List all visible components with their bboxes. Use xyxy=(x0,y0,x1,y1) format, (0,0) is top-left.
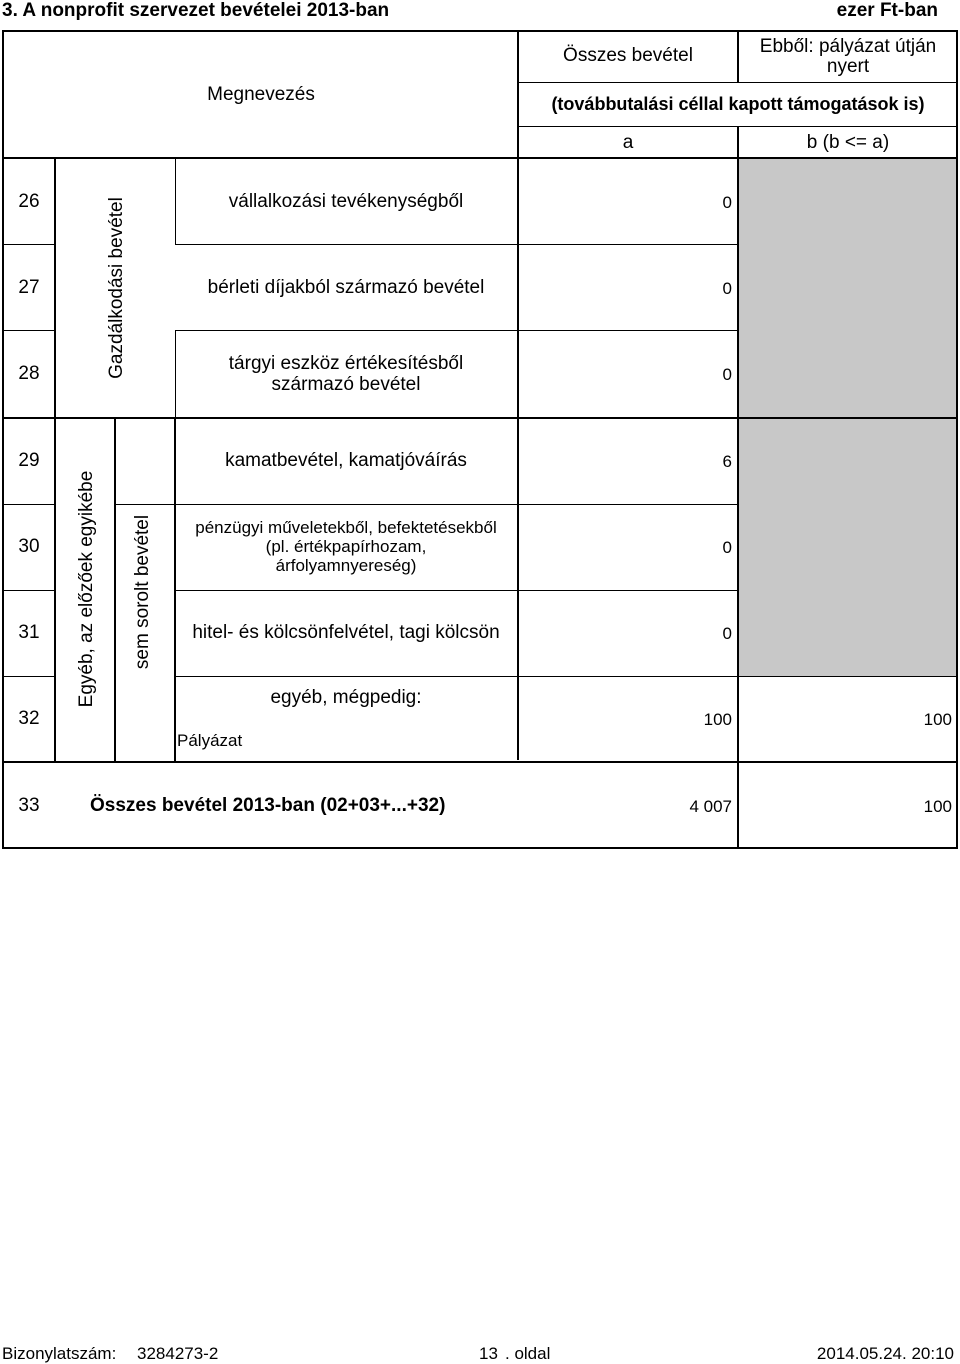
row-label: pénzügyi műveletekből, befektetésekből xyxy=(195,518,497,537)
row-number: 31 xyxy=(18,622,40,643)
value-a: 100 xyxy=(703,710,732,729)
value-a: 0 xyxy=(722,365,732,384)
row-label: származó bevétel xyxy=(271,374,421,395)
column-header-grant-line1: Ebből: pályázat útján xyxy=(759,36,937,57)
value-a: 6 xyxy=(722,452,732,471)
value-a: 0 xyxy=(722,538,732,557)
unit-label: ezer Ft-ban xyxy=(836,0,938,21)
total-value-a: 4 007 xyxy=(689,797,732,816)
page-title: 3. A nonprofit szervezet bevételei 2013-ban xyxy=(2,0,390,21)
row-label: kamatbevétel, kamatjóváírás xyxy=(225,450,467,471)
footer-doc-label: Bizonylatszám: xyxy=(2,1344,117,1363)
column-header-name: Megnevezés xyxy=(207,84,315,105)
row-number: 26 xyxy=(18,191,40,212)
column-label-b: b (b <= a) xyxy=(806,132,890,153)
row-label: bérleti díjakból származó bevétel xyxy=(207,277,485,298)
row-label: hitel- és kölcsönfelvétel, tagi kölcsön xyxy=(192,622,500,643)
row-number: 27 xyxy=(18,277,40,298)
value-a: 0 xyxy=(722,624,732,643)
row-label: vállalkozási tevékenységből xyxy=(228,191,464,212)
footer-page-label: . oldal xyxy=(505,1344,551,1363)
row-label: árfolyamnyereség) xyxy=(275,556,417,575)
row-number: 32 xyxy=(18,708,40,729)
row-label: tárgyi eszköz értékesítésből xyxy=(228,353,464,374)
value-a: 0 xyxy=(722,279,732,298)
row-number: 29 xyxy=(18,450,40,471)
row-label: egyéb, mégpedig: xyxy=(270,687,422,708)
row-label-detail: Pályázat xyxy=(177,731,243,750)
column-label-a: a xyxy=(622,132,634,153)
total-value-b: 100 xyxy=(923,797,952,816)
column-header-total: Összes bevétel xyxy=(563,45,693,66)
row-number: 30 xyxy=(18,536,40,557)
group-label-sem-sorolt: sem sorolt bevétel xyxy=(132,514,153,670)
row-label: (pl. értékpapírhozam, xyxy=(265,537,427,556)
footer-doc-number: 3284273-2 xyxy=(137,1344,219,1363)
group-label-egyeb: Egyéb, az előzőek egyikébe xyxy=(76,470,97,708)
value-b: 100 xyxy=(923,710,952,729)
footer-page-number: 13 xyxy=(479,1344,498,1363)
group-label-gazdalkodasi: Gazdálkodási bevétel xyxy=(106,197,127,379)
column-subheader: (továbbutalási céllal kapott támogatások is) xyxy=(551,94,925,114)
column-header-grant-line2: nyert xyxy=(826,56,870,77)
row-number: 28 xyxy=(18,363,40,384)
row-number: 33 xyxy=(18,795,40,816)
value-a: 0 xyxy=(722,193,732,212)
footer-datetime: 2014.05.24. 20:10 xyxy=(816,1344,954,1363)
total-row-label: Összes bevétel 2013-ban (02+03+...+32) xyxy=(90,795,446,816)
